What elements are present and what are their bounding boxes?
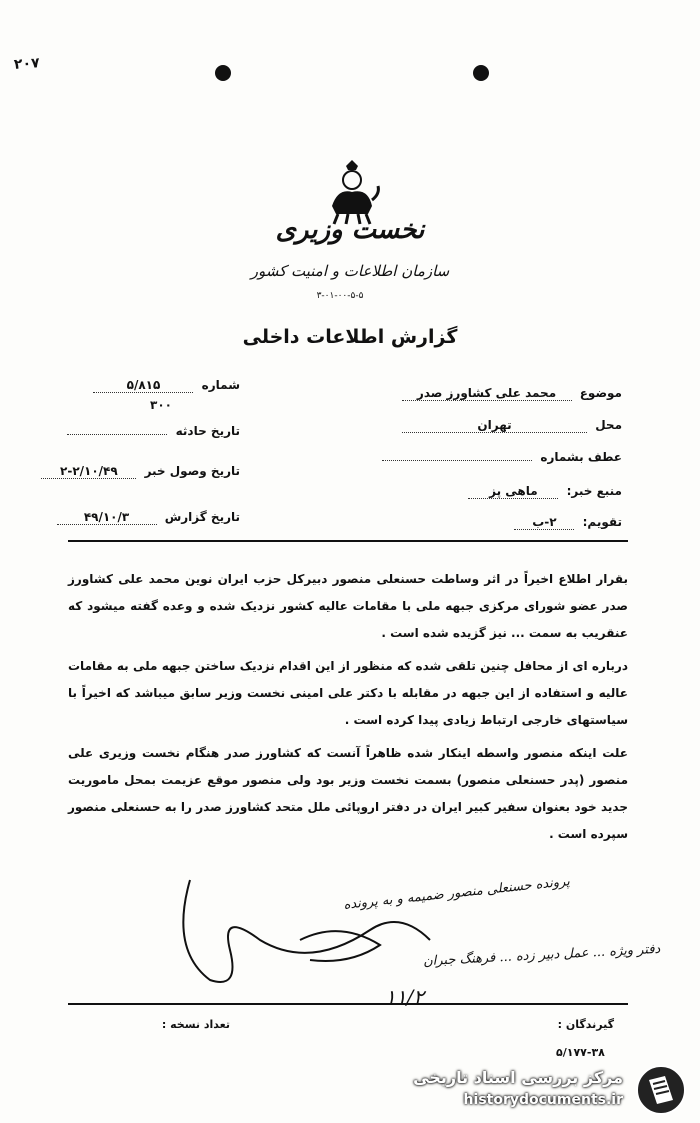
field-number: [93, 378, 240, 393]
field-reference-label: عطف بشماره: [540, 450, 622, 464]
field-source: [468, 484, 622, 499]
field-subject-value: محمد علی کشاورز صدر: [402, 386, 572, 401]
field-location-value: تهران: [402, 418, 587, 433]
report-body: [68, 566, 628, 854]
field-source-label: منبع خبر:: [566, 484, 622, 498]
handwritten-note-line2: دفتر ویژه ... عمل دبیر زده ... فرهنگ جبران: [422, 941, 661, 970]
field-report-date-label: تاریخ گزارش: [164, 510, 240, 524]
field-received-date-value: ۲-۲/۱۰/۴۹: [41, 464, 136, 479]
organization-unit: سازمان اطلاعات و امنیت کشور: [250, 262, 450, 280]
field-reference: [382, 450, 622, 464]
field-received-date: [41, 464, 240, 479]
field-number-value: ۵/۸۱۵: [93, 378, 193, 393]
corner-handwritten-mark: ۲۰۷: [13, 55, 41, 73]
field-subject: [402, 386, 622, 401]
field-location: [402, 418, 622, 433]
body-paragraph-1: بقرار اطلاع اخیراً در اثر وساطت حسنعلی منصور دبیرکل حزب ایران نوین محمد علی کشاورز صدر عضو شورای مرکزی جبهه ملی با مقامات عالیه کشور نزدیک شده و وعده گفته میشود که عنقریب به سمت ... نیز گزیده شده است .: [68, 572, 628, 640]
header-divider: [68, 540, 628, 542]
handwritten-note-line1: پرونده حسنعلی منصور ضمیمه و به پرونده: [342, 874, 571, 913]
recipients-label: گیرندگان :: [557, 1018, 614, 1031]
organization-code: ۳-۰۱-۰۰-۵-۵: [316, 291, 364, 301]
watermark-title: مرکز بررسی اسناد تاریخی: [413, 1068, 623, 1087]
field-source-value: ماهی پز: [468, 484, 558, 499]
copies-label: تعداد نسخه :: [161, 1018, 230, 1031]
archive-logo-icon: [635, 1064, 687, 1116]
field-received-date-label: تاریخ وصول خبر: [144, 464, 240, 478]
footer-divider: [68, 1003, 628, 1005]
document-title: گزارش اطلاعات داخلی: [242, 326, 458, 348]
field-rating-value: ۲-ب: [514, 515, 574, 530]
body-paragraph-3: علت اینکه منصور واسطه اینکار شده ظاهراً آنست که کشاورز صدر هنگام نخست وزیری علی منصور (پدر حسنعلی منصور) بسمت نخست وزیر بود ولی منصور موقع عزیمت بمحل ماموریت جدید خود بعنوان سفیر کبیر ایران در دفتر اروپائی ملل متحد کشاورز صدر را به حسنعلی منصور سپرده است .: [68, 746, 628, 841]
field-incident-date-label: تاریخ حادثه: [175, 424, 240, 438]
field-report-date-value: ۴۹/۱۰/۳: [57, 510, 157, 525]
field-rating: [514, 515, 622, 530]
watermark-banner: [405, 1060, 695, 1120]
field-rating-label: تقویم:: [582, 515, 622, 529]
field-incident-date-value: [67, 434, 167, 435]
signature-scribble: [170, 870, 450, 1000]
handwritten-number: ۱۱/۲: [385, 985, 424, 1009]
field-number-label: شماره: [201, 378, 240, 392]
organization-name: نخست وزیری: [275, 215, 425, 245]
watermark-url: historydocuments.ir: [463, 1092, 623, 1108]
document-code: ۵/۱۷۷-۳۸: [556, 1046, 605, 1059]
field-location-label: محل: [595, 418, 622, 432]
field-number-secondary: ۳۰۰: [150, 398, 172, 412]
punch-hole-right: [473, 65, 489, 81]
field-subject-label: موضوع: [579, 386, 622, 400]
body-paragraph-2: درباره ای از محافل چنین تلقی شده که منظور از این اقدام نزدیک ساختن جبهه ملی به مقامات عالیه و استفاده از این جبهه در مقابله با دکتر علی امینی نخست وزیر سابق میباشد که اخیراً با سیاستهای خارجی ارتباط زیادی پیدا کرده است .: [68, 659, 628, 727]
field-reference-value: [382, 460, 532, 461]
punch-hole-left: [215, 65, 231, 81]
field-report-date: [57, 510, 240, 525]
field-incident-date: [67, 424, 240, 438]
